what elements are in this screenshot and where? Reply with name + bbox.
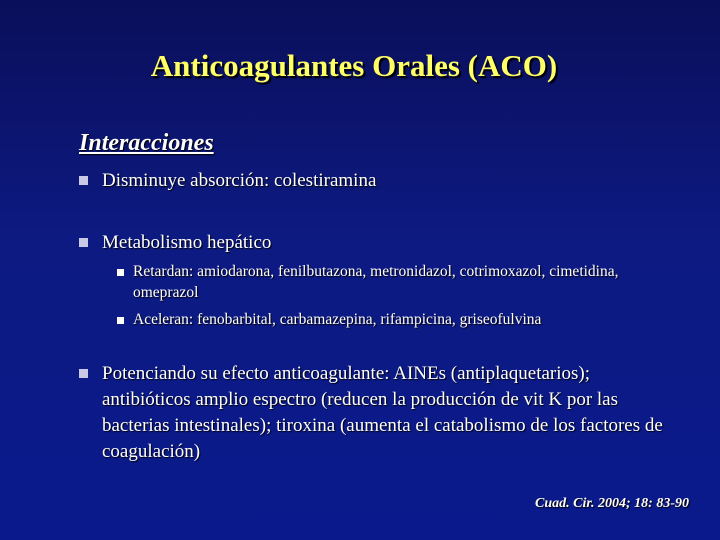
bullet-text: Disminuye absorción: colestiramina (102, 170, 377, 191)
citation: Cuad. Cir. 2004; 18: 83-90 (534, 496, 689, 511)
square-bullet-icon (79, 176, 88, 185)
sub-bullet-retardan (117, 261, 662, 303)
sub-bullet-aceleran (117, 309, 662, 330)
bullet-item-potentiation (79, 361, 669, 465)
square-bullet-icon (79, 369, 88, 378)
sub-bullet-text: Retardan: amiodarona, fenilbutazona, metronidazol, cotrimoxazol, cimetidina, omeprazol (133, 263, 619, 301)
slide-title: Anticoagulantes Orales (ACO) (150, 48, 558, 83)
bullet-text: Potenciando su efecto anticoagulante: AINEs (antiplaquetarios); antibióticos amplio espectro (reducen la producción de vit K por las bacterias intestinales); tiroxina (aumenta el catabolismo de los factores de coagulación) (102, 363, 663, 462)
bullet-item-absorption (79, 168, 669, 194)
square-bullet-icon (117, 317, 124, 324)
slide-subtitle: Interacciones (79, 130, 214, 156)
bullet-item-metabolism (79, 230, 669, 256)
square-bullet-icon (79, 238, 88, 247)
bullet-text: Metabolismo hepático (102, 232, 272, 253)
sub-bullet-text: Aceleran: fenobarbital, carbamazepina, rifampicina, griseofulvina (133, 311, 542, 328)
square-bullet-icon (117, 269, 124, 276)
